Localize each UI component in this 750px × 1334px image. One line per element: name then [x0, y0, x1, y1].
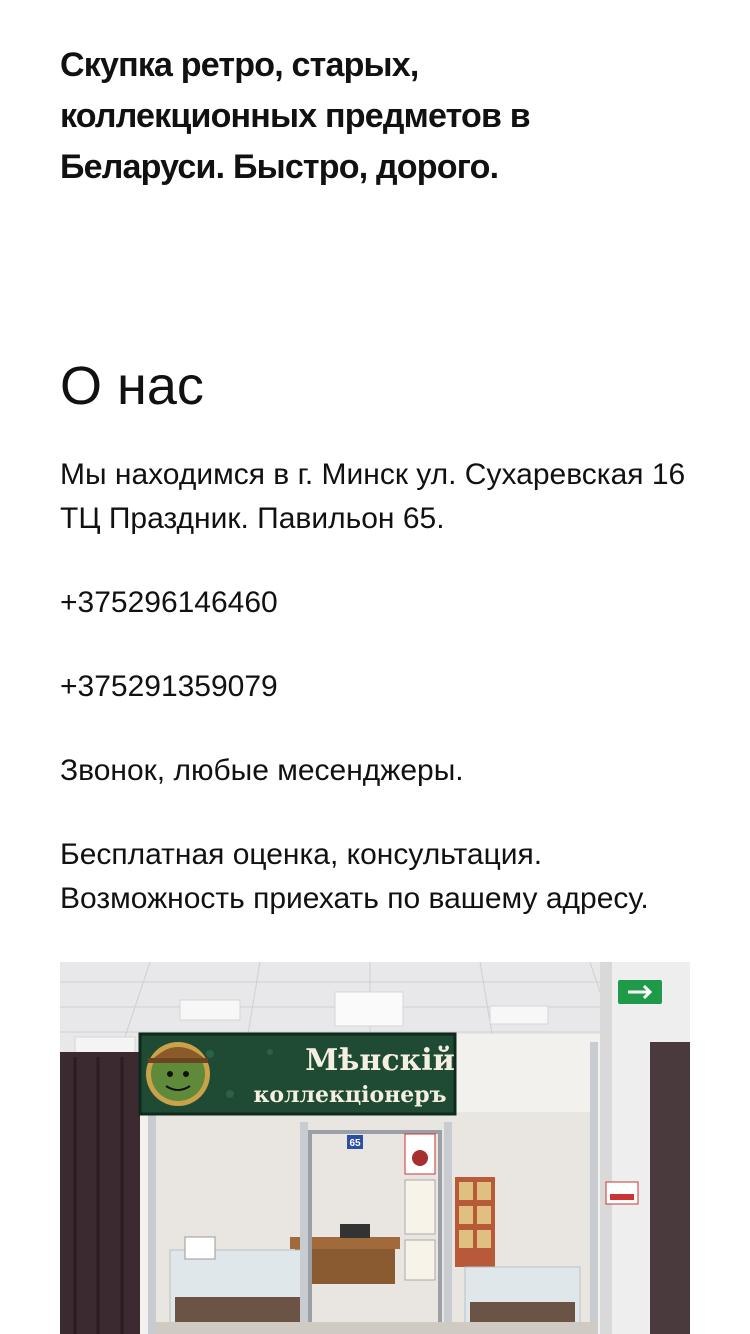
ceiling-light [75, 1037, 135, 1053]
contact-methods-text: Звонок, любые месенджеры. [60, 754, 464, 787]
display-card [185, 1237, 215, 1259]
mascot-hat-brim [148, 1058, 208, 1063]
sign-line-1: Мѣнскiй [305, 1043, 455, 1078]
shop-pavilion-illustration [60, 962, 690, 1334]
floor [156, 1322, 596, 1334]
shop-pavilion-photo [60, 962, 690, 1334]
phone-number-2[interactable]: +375291359079 [60, 670, 278, 703]
column-edge [600, 962, 612, 1334]
door-notice [405, 1240, 435, 1280]
address-text: Мы находимся в г. Минск ул. Сухаревская 16 ТЦ Праздник. Павильон 65. [60, 458, 686, 535]
phone-number-1[interactable]: +375296146460 [60, 586, 278, 619]
poster [606, 1182, 638, 1204]
pavilion-number: 65 [349, 1138, 361, 1149]
poster-stripe [610, 1194, 634, 1200]
mascot-eye [183, 1071, 189, 1077]
mascot-eye [167, 1071, 173, 1077]
door-notice [405, 1180, 435, 1234]
emblem [412, 1150, 428, 1166]
services-text: Бесплатная оценка, консультация. Возможность приехать по вашему адресу. [60, 838, 649, 915]
ceiling-light [335, 992, 403, 1026]
ceiling-light [490, 1006, 548, 1024]
monitor [340, 1224, 370, 1238]
right-curtain [650, 1042, 690, 1334]
about-content [60, 453, 700, 961]
sign-line-2: коллекцiонеръ [253, 1082, 447, 1108]
about-heading: О нас [60, 356, 204, 416]
site-title[interactable]: Скупка ретро, старых, коллекционных предметов в Беларуси. Быстро, дорого. [60, 46, 530, 186]
ceiling-light [180, 1000, 240, 1020]
